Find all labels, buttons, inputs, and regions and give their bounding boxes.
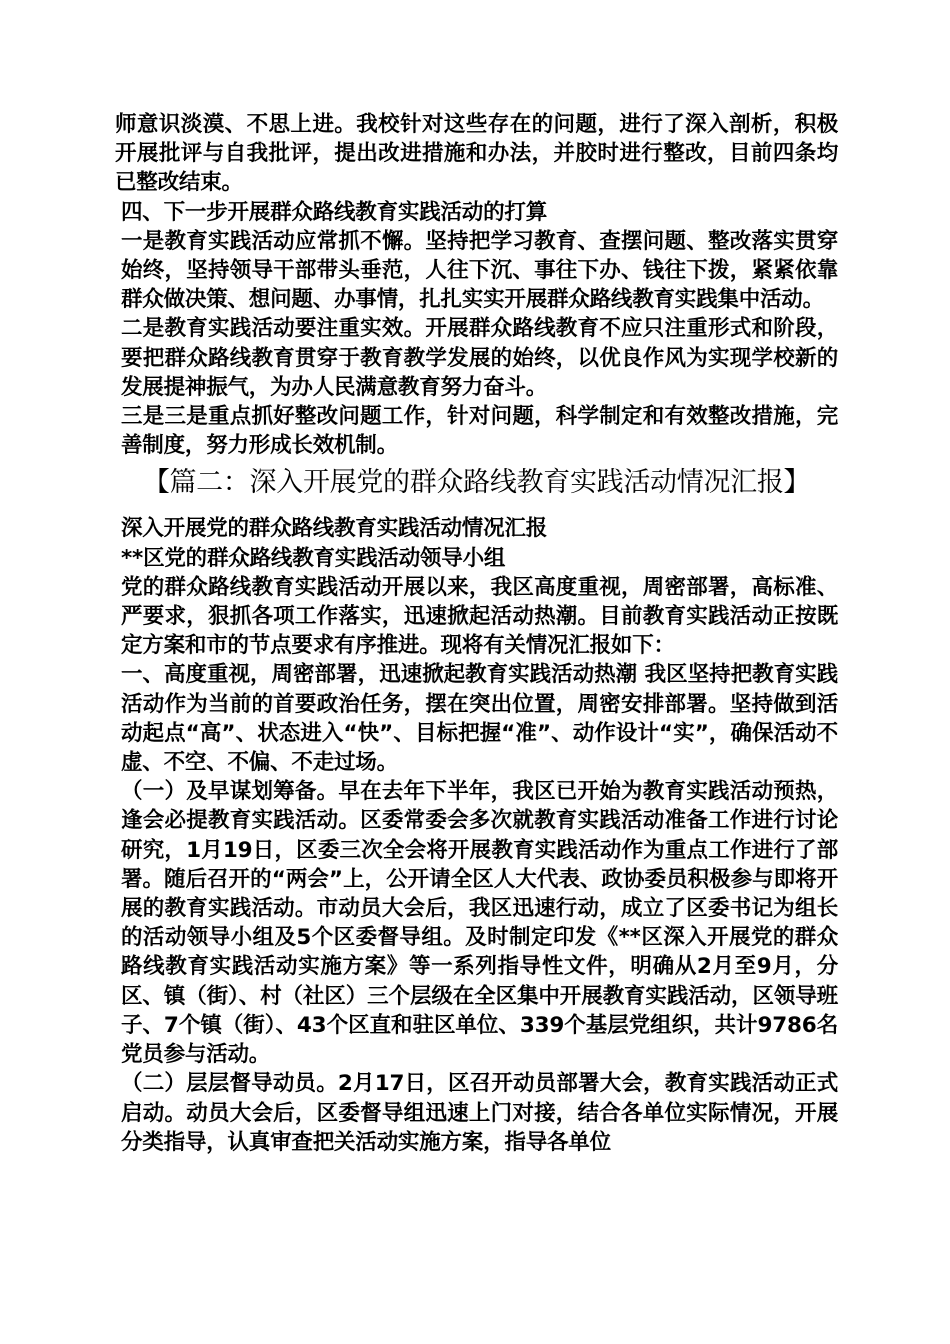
paragraph: 师意识淡漠、不思上进。我校针对这些存在的问题，进行了深入剖析，积极开展批评与自我批评，提出改进措施和办法，并胶时进行整改，目前四条均已整改结束。 [115, 112, 838, 196]
section-title: 【篇二：深入开展党的群众路线教育实践活动情况汇报】 [142, 467, 811, 499]
report-title: 深入开展党的群众路线教育实践活动情况汇报 [121, 516, 548, 542]
paragraph: （二）层层督导动员。2月17日，区召开动员部署大会，教育实践活动正式启动。动员大会后，区委督导组迅速上门对接，结合各单位实际情况，开展分类指导，认真审查把关活动实施方案，指导各单位 [121, 1071, 838, 1155]
paragraph: （一）及早谋划筹备。早在去年下半年，我区已开始为教育实践活动预热，逢会必提教育实践活动。区委常委会多次就教育实践活动准备工作进行讨论研究，1月19日，区委三次全会将开展教育实践活动作为重点工作进行了部署。随后召开的“两会”上，公开请全区人大代表、政协委员积极参与即将开展的教育实践活动。市动员大会后，我区迅速行动，成立了区委书记为组长的活动领导小组及5个区委督导组。及时制定印发《**区深入开展党的群众路线教育实践活动实施方案》等一系列指导性文件，明确从2月至9月，分区、镇（街）、村（社区）三个层级在全区集中开展教育实践活动，区领导班子、7个镇（街）、43个区直和驻区单位、339个基层党组织，共计9786名党员参与活动。 [121, 779, 838, 1068]
section-heading: 四、下一步开展群众路线教育实践活动的打算 [121, 199, 548, 225]
paragraph: 党的群众路线教育实践活动开展以来，我区高度重视，周密部署，高标准、严要求，狠抓各项工作落实，迅速掀起活动热潮。目前教育实践活动正按既定方案和市的节点要求有序推进。现将有关情况汇报如下： [121, 574, 838, 659]
report-author: **区党的群众路线教育实践活动领导小组 [121, 545, 506, 571]
paragraph: 二是教育实践活动要注重实效。开展群众路线教育不应只注重形式和阶段，要把群众路线教育贯穿于教育教学发展的始终，以优良作风为实现学校新的发展提神振气，为办人民满意教育努力奋斗。 [121, 316, 838, 400]
paragraph: 一是教育实践活动应常抓不懈。坚持把学习教育、查摆问题、整改落实贯穿始终，坚持领导干部带头垂范，人往下沉、事往下办、钱往下拨，紧紧依靠群众做决策、想问题、办事情，扎扎实实开展群众路线教育实践集中活动。 [121, 228, 838, 313]
paragraph: 一、高度重视，周密部署，迅速掀起教育实践活动热潮 我区坚持把教育实践活动作为当前的首要政治任务，摆在突出位置，周密安排部署。坚持做到活动起点“高”、状态进入“快”、目标把握“准”、动作设计“实”，确保活动不虚、不空、不偏、不走过场。 [121, 662, 838, 776]
paragraph: 三是三是重点抓好整改问题工作，针对问题，科学制定和有效整改措施，完善制度，努力形成长效机制。 [121, 404, 838, 459]
